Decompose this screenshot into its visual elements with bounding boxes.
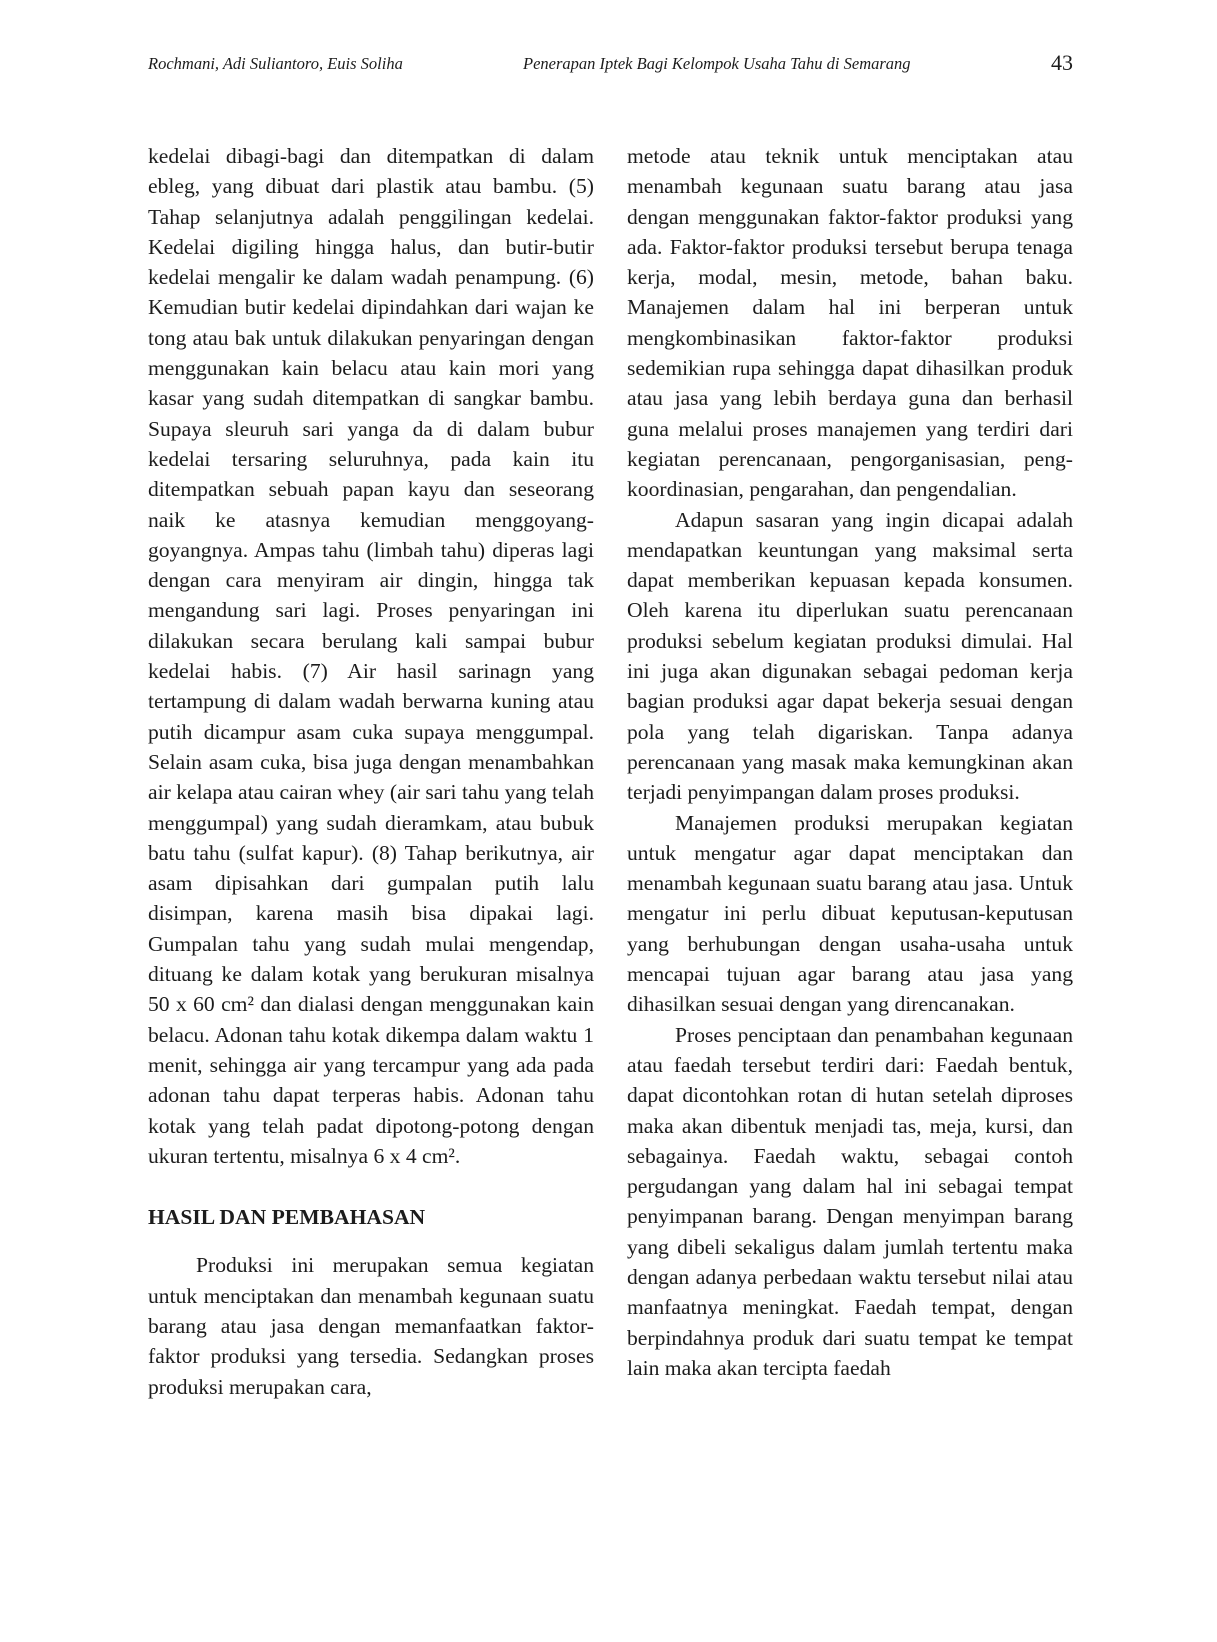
body-paragraph: metode atau teknik untuk menciptakan atau menambah kegunaan suatu barang atau jasa dengan menggunakan faktor-faktor produksi yang ada. Faktor-faktor produksi tersebut berupa tenaga kerja, modal, mesin, metode, bahan baku. Manajemen dalam hal ini berperan untuk mengkombinasikan faktor-faktor produksi sedemikian rupa sehingga dapat dihasilkan produk atau jasa yang lebih berdaya guna dan berhasil guna melalui proses manajemen yang terdiri dari kegiatan perencanaan, pengorganisasian, peng-koordinasian, pengarahan, dan pengendalian.	[627, 144, 1073, 502]
body-paragraph: Proses penciptaan dan penambahan kegunaan atau faedah tersebut terdiri dari: Faedah bentuk, dapat dicontohkan rotan di hutan setelah diproses maka akan dibentuk menjadi tas, meja, kursi, dan sebagainya. Faedah waktu, sebagai contoh pergudangan yang dalam hal ini sebagai tempat penyimpanan barang. Dengan menyimpan barang yang dibeli sekaligus dalam jumlah tertentu maka dengan adanya perbedaan waktu tersebut nilai atau manfaatnya meningkat. Faedah tempat, dengan berpindahnya produk dari suatu tempat ke tempat lain maka akan tercipta faedah	[627, 1022, 1073, 1380]
body-paragraph: Produksi ini merupakan semua kegiatan untuk menciptakan dan menambah kegunaan suatu barang atau jasa dengan memanfaatkan faktor-faktor produksi yang tersedia. Sedangkan proses produksi merupakan cara,	[148, 1253, 594, 1399]
body-paragraph: kedelai dibagi-bagi dan ditempatkan di dalam ebleg, yang dibuat dari plastik atau bambu. (5) Tahap selanjutnya adalah penggilingan kedelai. Kedelai digiling hingga halus, dan butir-butir kedelai mengalir ke dalam wadah penampung. (6) Kemudian butir kedelai dipindahkan dari wajan ke tong atau bak untuk dilakukan penyaringan dengan menggunakan kain belacu atau kain mori yang kasar yang sudah ditempatkan di sangkar bambu. Supaya sleuruh sari yanga da di dalam bubur kedelai tersaring seluruhnya, pada kain itu ditempatkan sebuah papan kayu dan seseorang naik ke atasnya kemudian menggoyang-goyangnya. Ampas tahu (limbah tahu) diperas lagi dengan cara menyiram air dingin, hingga tak mengandung sari lagi. Proses penyaringan ini dilakukan secara berulang kali sampai bubur kedelai habis. (7) Air hasil sarinagn yang tertampung di dalam wadah berwarna kuning atau putih dicampur asam cuka supaya menggumpal. Selain asam cuka, bisa juga dengan menambahkan air kelapa atau cairan whey (air sari tahu yang telah menggumpal) yang sudah dieramkam, atau bubuk batu tahu (sulfat kapur). (8) Tahap berikutnya, air asam dipisahkan dari gumpalan putih lalu disimpan, karena masih bisa dipakai lagi. Gumpalan tahu yang sudah mulai mengendap, dituang ke dalam kotak yang berukuran misalnya 50 x 60 cm² dan dialasi dengan menggunakan kain belacu. Adonan tahu kotak dikempa dalam waktu 1 menit, sehingga air yang tercampur yang ada pada adonan tahu dapat terperas habis. Adonan tahu kotak yang telah padat dipotong-potong dengan ukuran tertentu, misalnya 6 x 4 cm².	[148, 144, 594, 1168]
page-number: 43	[1051, 50, 1073, 75]
section-heading: HASIL DAN PEMBAHASAN	[148, 1205, 426, 1230]
left-column	[148, 141, 594, 1402]
body-paragraph: Manajemen produksi merupakan kegiatan untuk mengatur agar dapat menciptakan dan menambah kegunaan suatu barang atau jasa. Untuk mengatur ini perlu dibuat keputusan-keputusan yang berhubungan dengan usaha-usaha untuk mencapai tujuan agar barang atau jasa yang dihasilkan sesuai dengan yang direncanakan.	[627, 810, 1073, 1017]
header-authors: Rochmani, Adi Suliantoro, Euis Soliha	[148, 54, 403, 73]
header-title: Penerapan Iptek Bagi Kelompok Usaha Tahu di Semarang	[523, 54, 911, 73]
right-column	[627, 141, 1073, 1383]
body-paragraph: Adapun sasaran yang ingin dicapai adalah mendapatkan keuntungan yang maksimal serta dapat memberikan kepuasan kepada konsumen. Oleh karena itu diperlukan suatu perencanaan produksi sebelum kegiatan produksi dimulai. Hal ini juga akan digunakan sebagai pedoman kerja bagian produksi agar dapat bekerja sesuai dengan pola yang telah digariskan. Tanpa adanya perencanaan yang masak maka kemungkinan akan terjadi penyimpangan dalam proses produksi.	[627, 507, 1073, 805]
running-header	[148, 50, 1073, 90]
